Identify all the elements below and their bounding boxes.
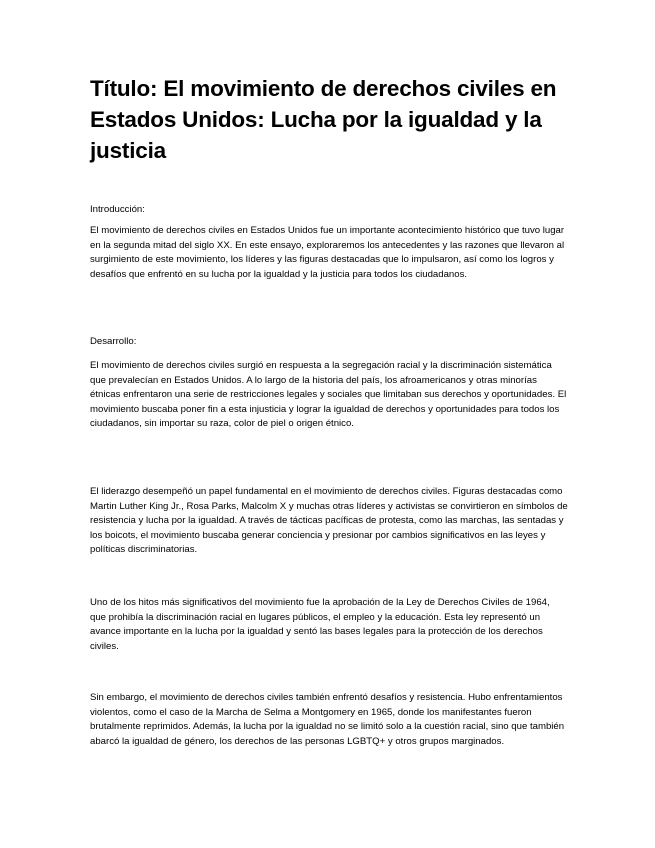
body-paragraph-3: Uno de los hitos más significativos del movimiento fue la aprobación de la Ley de Derechos Civiles de 1964, que prohibía la discriminación racial en lugares públicos, el empleo y la educación. Esta ley representó un avance importante en la lucha por la igualdad y sentó las bases legales para la protección de los derechos civiles. xyxy=(90,597,550,652)
intro-paragraph: El movimiento de derechos civiles en Estados Unidos fue un importante acontecimiento histórico que tuvo lugar en la segunda mitad del siglo XX. En este ensayo, exploraremos los antecedentes y las razones que llevaron al surgimiento de este movimiento, los líderes y las figuras destacadas que lo impulsaron, así como los logros y desafíos que enfrentó en su lucha por la igualdad y la justicia para todos los ciudadanos. xyxy=(90,225,565,280)
document-title: Título: El movimiento de derechos civiles en Estados Unidos: Lucha por la igualdad y la justicia xyxy=(90,76,557,163)
intro-heading: Introducción: xyxy=(90,204,145,215)
body-paragraph-1: El movimiento de derechos civiles surgió en respuesta a la segregación racial y la discriminación sistemática que prevalecían en Estados Unidos. A lo largo de la historia del país, los afroamericanos y otras minorías étnicas enfrentaron una serie de restricciones legales y sociales que limitaban sus derechos y oportunidades. El movimiento buscaba poner fin a esta injusticia y lograr la igualdad de derechos y oportunidades para todos los ciudadanos, sin importar su raza, color de piel o origen étnico. xyxy=(90,360,567,429)
development-heading: Desarrollo: xyxy=(90,336,137,347)
body-paragraph-4: Sin embargo, el movimiento de derechos civiles también enfrentó desafíos y resistencia. Hubo enfrentamientos violentos, como el caso de la Marcha de Selma a Montgomery en 1965, donde los manifestantes fueron brutalmente reprimidos. Además, la lucha por la igualdad no se limitó solo a la cuestión racial, sino que también abarcó la igualdad de género, los derechos de las personas LGBTQ+ y otros grupos marginados. xyxy=(90,692,565,747)
body-paragraph-2: El liderazgo desempeñó un papel fundamental en el movimiento de derechos civiles. Figuras destacadas como Martin Luther King Jr., Rosa Parks, Malcolm X y muchas otras líderes y activistas se convirtieron en símbolos de resistencia y lucha por la igualdad. A través de tácticas pacíficas de protesta, como las marchas, las sentadas y los boicots, el movimiento buscaba generar conciencia y presionar por cambios significativos en las leyes y políticas discriminatorias. xyxy=(90,486,568,555)
